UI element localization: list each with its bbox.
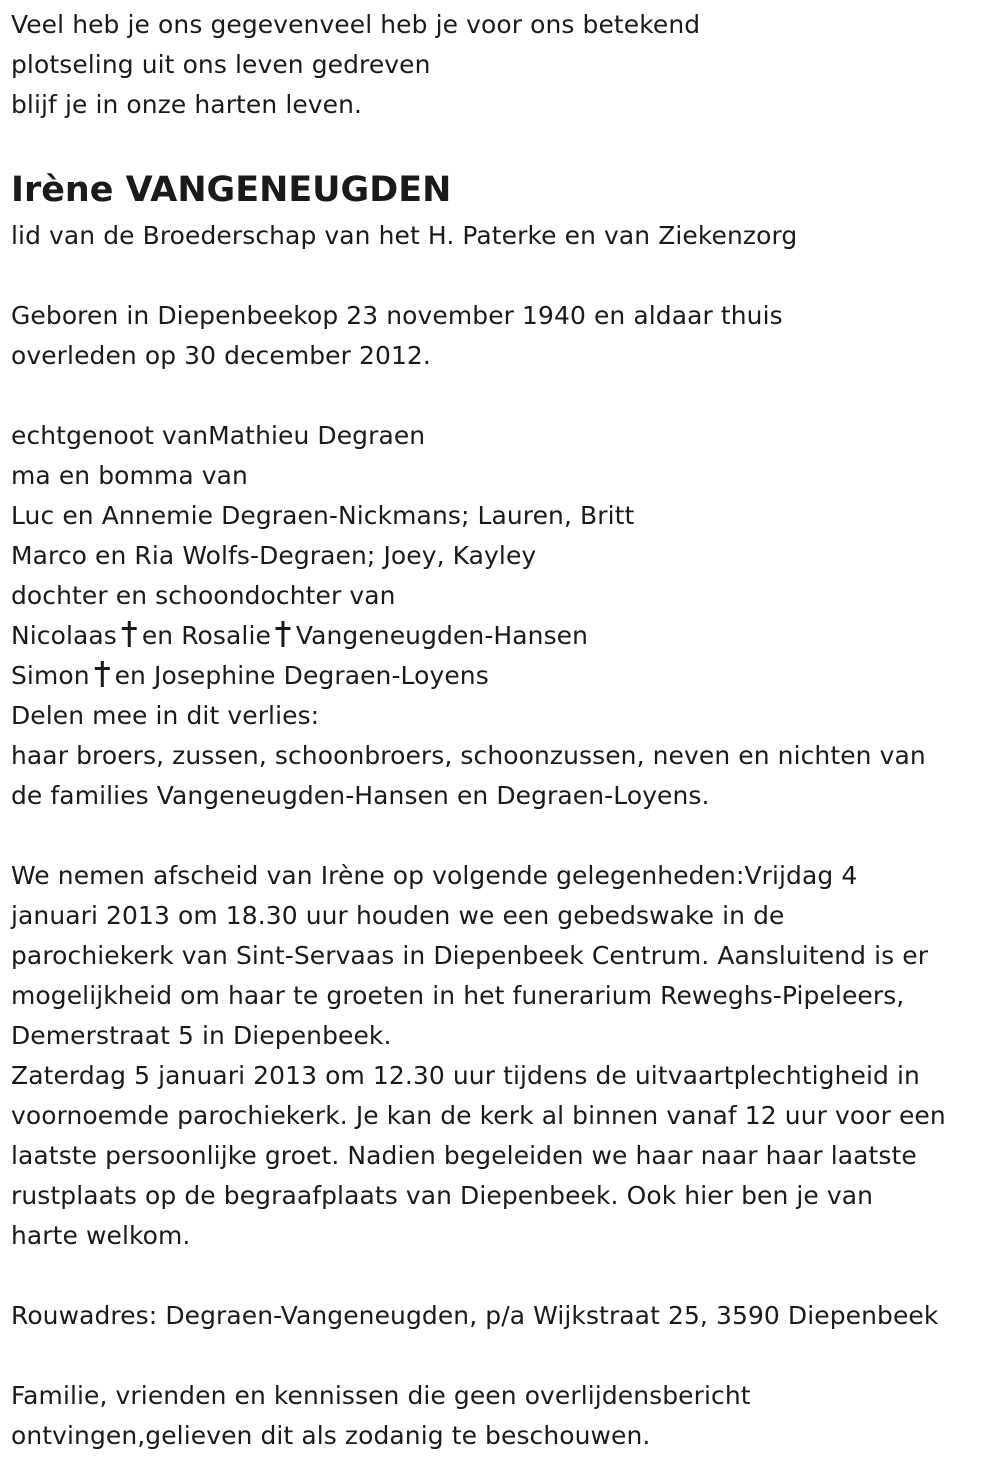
poem-line: plotseling uit ons leven gedreven <box>11 50 431 79</box>
closing-line: Familie, vrienden en kennissen die geen overlijdensbericht <box>11 1381 751 1410</box>
cross-icon <box>122 621 136 647</box>
poem-line: blijf je in onze harten leven. <box>11 90 363 119</box>
relatives-line: haar broers, zussen, schoonbroers, schoonzussen, neven en nichten van <box>11 741 926 770</box>
mother-of-line: ma en bomma van <box>11 461 248 490</box>
death-line: overleden op 30 december 2012. <box>11 341 431 370</box>
birth-line: Geboren in Diepenbeekop 23 november 1940 en aldaar thuis <box>11 301 783 330</box>
parent-name: Nicolaas <box>11 621 117 650</box>
deceased-name: Irène VANGENEUGDEN <box>11 170 452 210</box>
spouse-line: echtgenoot vanMathieu Degraen <box>11 421 426 450</box>
parents-surname: Vangeneugden-Hansen <box>295 621 589 650</box>
farewell-line: Zaterdag 5 januari 2013 om 12.30 uur tijdens de uitvaartplechtigheid in <box>11 1061 920 1090</box>
farewell-line: voornoemde parochiekerk. Je kan de kerk al binnen vanaf 12 uur voor een <box>11 1101 946 1130</box>
daughter-of-line: dochter en schoondochter van <box>11 581 396 610</box>
in-law-name: en Josephine Degraen-Loyens <box>114 661 489 690</box>
mourning-address: Rouwadres: Degraen-Vangeneugden, p/a Wijkstraat 25, 3590 Diepenbeek <box>11 1301 939 1330</box>
cross-icon <box>276 621 290 647</box>
cross-icon <box>95 661 109 687</box>
parents-line <box>11 616 994 656</box>
membership-line: lid van de Broederschap van het H. Paterke en van Ziekenzorg <box>11 221 798 250</box>
farewell-line: parochiekerk van Sint-Servaas in Diepenbeek Centrum. Aansluitend is er <box>11 941 929 970</box>
sharing-line: Delen mee in dit verlies: <box>11 701 320 730</box>
in-law-name: Simon <box>11 661 90 690</box>
poem-line: Veel heb je ons gegevenveel heb je voor ons betekend <box>11 10 701 39</box>
farewell-line: harte welkom. <box>11 1221 191 1250</box>
closing-line: ontvingen,gelieven dit als zodanig te beschouwen. <box>11 1421 651 1450</box>
in-laws-line <box>11 656 994 696</box>
farewell-line: rustplaats op de begraafplaats van Diepenbeek. Ook hier ben je van <box>11 1181 874 1210</box>
obituary-text <box>11 5 996 1456</box>
farewell-line: mogelijkheid om haar te groeten in het funerarium Reweghs-Pipeleers, <box>11 981 905 1010</box>
farewell-line: We nemen afscheid van Irène op volgende gelegenheden:Vrijdag 4 <box>11 861 858 890</box>
farewell-line: laatste persoonlijke groet. Nadien begeleiden we haar naar haar laatste <box>11 1141 917 1170</box>
relatives-line: de families Vangeneugden-Hansen en Degraen-Loyens. <box>11 781 710 810</box>
parent-name: en Rosalie <box>141 621 271 650</box>
child-line: Marco en Ria Wolfs-Degraen; Joey, Kayley <box>11 541 537 570</box>
farewell-line: Demerstraat 5 in Diepenbeek. <box>11 1021 392 1050</box>
child-line: Luc en Annemie Degraen-Nickmans; Lauren, Britt <box>11 501 635 530</box>
farewell-line: januari 2013 om 18.30 uur houden we een gebedswake in de <box>11 901 785 930</box>
